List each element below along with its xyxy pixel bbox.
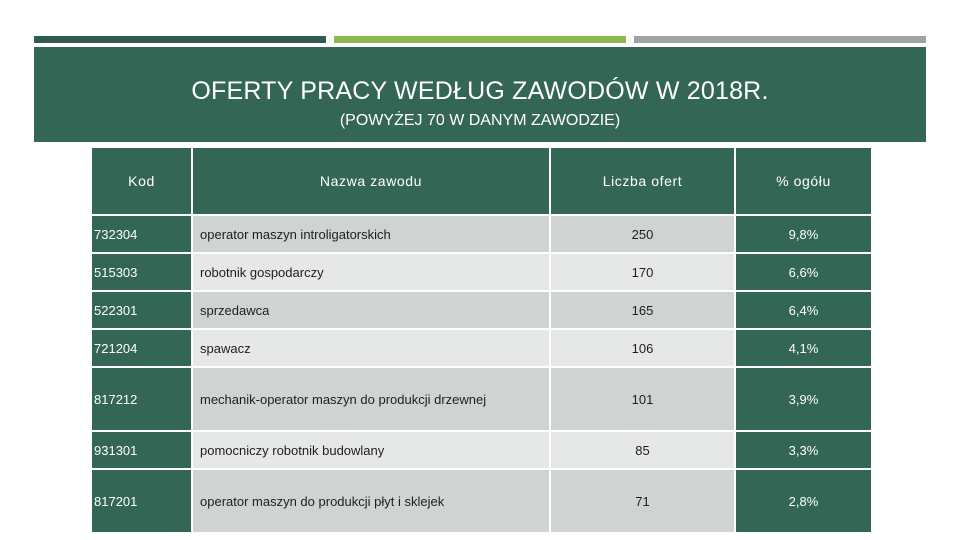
offer-count-cell: 101 [550,367,735,431]
slide-title: OFERTY PRACY WEDŁUG ZAWODÓW W 2018R. [191,77,769,105]
column-header-occupation: Nazwa zawodu [192,147,550,215]
table-row [91,291,872,329]
column-header-offer-count: Liczba ofert [550,147,735,215]
table-row [91,215,872,253]
percent-cell: 3,9% [735,367,872,431]
code-cell: 817201 [91,469,192,533]
table-row [91,253,872,291]
code-cell: 817212 [91,367,192,431]
table-row [91,469,872,533]
slide-subtitle: (POWYŻEJ 70 W DANYM ZAWODZIE) [339,112,621,129]
occupation-cell: robotnik gospodarczy [192,253,550,291]
percent-cell: 3,3% [735,431,872,469]
code-cell: 931301 [91,431,192,469]
percent-cell: 4,1% [735,329,872,367]
occupation-cell: pomocniczy robotnik budowlany [192,431,550,469]
job-offers-table [90,146,873,534]
code-cell: 721204 [91,329,192,367]
table-header-row [91,147,872,215]
occupation-cell: operator maszyn do produkcji płyt i sklejek [192,469,550,533]
table-row [91,329,872,367]
offer-count-cell: 71 [550,469,735,533]
offer-count-cell: 165 [550,291,735,329]
accent-bar-dark-green [34,36,326,43]
title-panel [34,47,926,142]
column-header-code: Kod [91,147,192,215]
occupation-cell: mechanik-operator maszyn do produkcji drzewnej [192,367,550,431]
offer-count-cell: 250 [550,215,735,253]
percent-cell: 9,8% [735,215,872,253]
table-row [91,431,872,469]
occupation-cell: sprzedawca [192,291,550,329]
code-cell: 732304 [91,215,192,253]
occupation-cell: operator maszyn introligatorskich [192,215,550,253]
accent-bar-gray [634,36,926,43]
table-row [91,367,872,431]
offer-count-cell: 170 [550,253,735,291]
offer-count-cell: 85 [550,431,735,469]
code-cell: 522301 [91,291,192,329]
percent-cell: 6,6% [735,253,872,291]
occupation-cell: spawacz [192,329,550,367]
column-header-percent: % ogółu [735,147,872,215]
code-cell: 515303 [91,253,192,291]
accent-bar-light-green [334,36,626,43]
percent-cell: 6,4% [735,291,872,329]
percent-cell: 2,8% [735,469,872,533]
offer-count-cell: 106 [550,329,735,367]
